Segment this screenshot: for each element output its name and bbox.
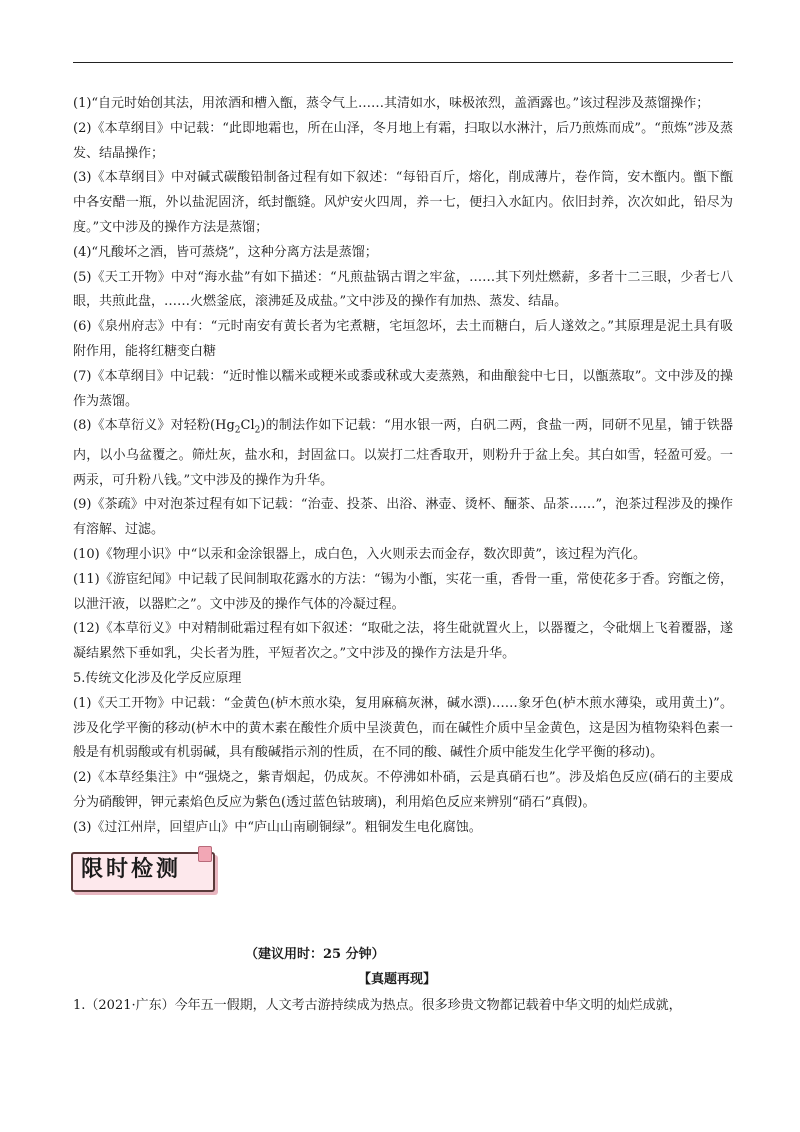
paragraph-10: (10)《物理小识》中“以汞和金涂银器上，成白色，入火则汞去而金存，数次即黄”，该过程为汽化。 xyxy=(73,546,646,562)
section-5-item-1: (1)《天工开物》中记载：“金黄色(栌木煎水染，复用麻稿灰淋，碱水漂)……象牙色(栌木煎水薄染，或用黄土)”。涉及化学平衡的移动(栌木中的黄木素在酸性介质中呈淡黄色，而在碱性介质中呈金黄色，这是因为植物染料色素一般是有机弱酸或有机弱碱，具有酸碱指示剂的性质，在不同的酸、碱性介质中能发生化学平衡的移动)。 xyxy=(73,695,733,761)
banner-title: 限时检测 xyxy=(81,856,182,882)
p8-sub1: 2 xyxy=(234,425,241,436)
paperclip-icon xyxy=(198,846,212,862)
p8-mid: Cl xyxy=(240,418,255,434)
paragraph-11: (11)《游宦纪闻》中记载了民间制取花露水的方法：“锡为小甑，实花一重，香骨一重，常使花多于香。窍甑之傍，以泄汗液，以器贮之”。文中涉及的操作气体的冷凝过程。 xyxy=(73,571,733,612)
question-1: 1.（2021·广东）今年五一假期，人文考古游持续成为热点。很多珍贵文物都记载着中华文明的灿烂成就， xyxy=(73,998,682,1013)
paragraph-6: (6)《泉州府志》中有：“元时南安有黄长者为宅煮糖，宅垣忽坏，去土而糖白，后人遂效之。”其原理是泥土具有吸附作用，能将红糖变白糖 xyxy=(73,319,733,359)
section-5-title: 5.传统文化涉及化学反应原理 xyxy=(73,670,242,686)
p8-post: )的制法作如下记载：“用水银一两，白矾二两，食盐一两，同研不见星，铺于铁器内，以小乌盆覆之。筛灶灰，盐水和，封固盆口。以炭打二炷香取开，则粉升于盆上矣。其白如雪，轻盈可爱。一两汞，可升粉八钱。”文中涉及的操作为升华。 xyxy=(73,418,733,488)
paragraph-7: (7)《本草纲目》中记载：“近时惟以糯米或粳米或黍或秫或大麦蒸熟，和曲酿瓮中七日，以甑蒸取”。文中涉及的操作为蒸馏。 xyxy=(73,368,733,409)
paragraph-8 xyxy=(73,414,733,493)
section-banner xyxy=(71,846,221,896)
paragraph-12: (12)《本草衍义》中对精制砒霜过程有如下叙述：“取砒之法，将生砒就置火上，以器覆之，令砒烟上飞着覆器，遂凝结累然下垂如乳，尖长者为胜，平短者次之。”文中涉及的操作方法是升华。 xyxy=(73,621,733,662)
paragraph-3: (3)《本草纲目》中对碱式碳酸铅制备过程有如下叙述：“每铅百斤，熔化，削成薄片，卷作筒，安木甑内。甑下甑中各安醋一瓶，外以盐泥固济，纸封甑缝。风炉安火四周，养一七，便扫入水缸内。依旧封养，次次如此，铅尽为度。”文中涉及的操作方法是蒸馏； xyxy=(73,170,733,235)
header-rule xyxy=(73,62,733,63)
p8-pre: (8)《本草衍义》对轻粉(Hg xyxy=(73,418,235,434)
paragraph-5: (5)《天工开物》中对“海水盐”有如下描述：“凡煎盐锅古谓之牢盆，……其下列灶燃薪，多者十二三眼，少者七八眼，共煎此盘，……火燃釜底，滚沸延及成盐。”文中涉及的操作有加热、蒸发、结晶。 xyxy=(73,269,733,310)
paragraph-1: (1)“自元时始创其法，用浓酒和槽入甑，蒸令气上……其清如水，味极浓烈，盖酒露也。”该过程涉及蒸馏操作； xyxy=(73,96,710,111)
suggested-time: （建议用时：25 分钟） xyxy=(245,947,385,962)
paragraph-9: (9)《茶疏》中对泡茶过程有如下记载：“治壶、投茶、出浴、淋壶、烫杯、酾茶、品茶……”，泡茶过程涉及的操作有溶解、过滤。 xyxy=(73,497,733,538)
document-body xyxy=(73,92,733,896)
paragraph-4: (4)“凡酸坏之酒，皆可蒸烧”，这种分离方法是蒸馏； xyxy=(73,244,378,260)
section-5-item-2: (2)《本草经集注》中“强烧之，紫青烟起，仍成灰。不停沸如朴硝，云是真硝石也”。涉及焰色反应(硝石的主要成分为硝酸钾，钾元素焰色反应为紫色(透过蓝色钴玻璃)，利用焰色反应来辨别“硝石”真假)。 xyxy=(73,770,733,810)
section-5-item-3: (3)《过江州岸，回望庐山》中“庐山山南刷铜绿”。粗铜发生电化腐蚀。 xyxy=(73,819,482,835)
p8-sub2: 2 xyxy=(254,425,261,436)
paragraph-2: (2)《本草纲目》中记载：“此即地霜也，所在山泽，冬月地上有霜，扫取以水淋汁，后乃煎炼而成”。“煎炼”涉及蒸发、结晶操作； xyxy=(73,120,733,161)
subheading: 【真题再现】 xyxy=(358,972,437,987)
